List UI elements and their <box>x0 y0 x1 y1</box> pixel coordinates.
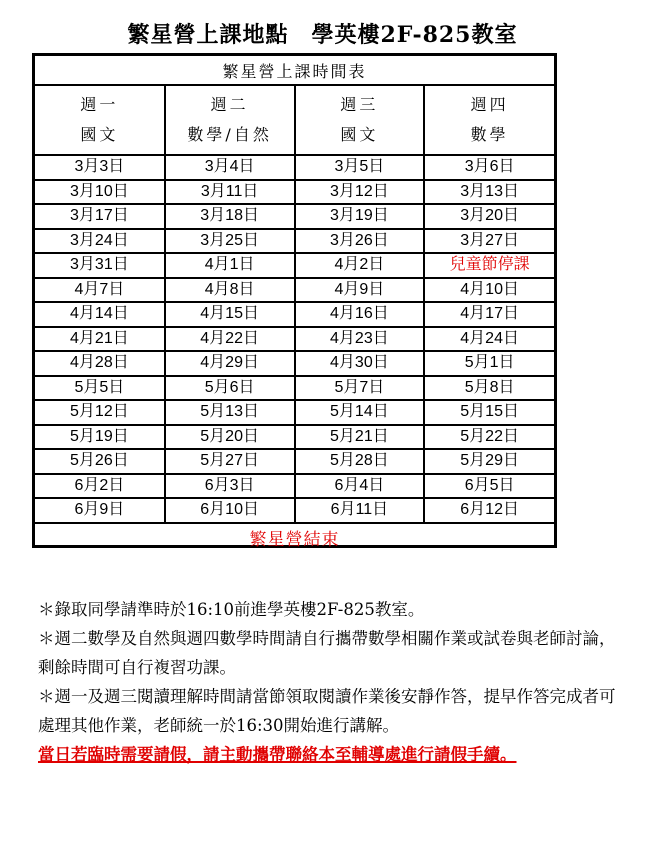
date-cell: 4月30日 <box>295 351 425 376</box>
date-cell: 5月6日 <box>165 376 295 401</box>
date-cell: 5月12日 <box>35 400 165 425</box>
note-item: ＊錄取同學請準時於16:10前進學英樓2F-825教室。 <box>38 600 425 619</box>
date-cell: 5月14日 <box>295 400 425 425</box>
date-cell: 6月3日 <box>165 474 295 499</box>
header-day: 週一 <box>80 95 119 114</box>
date-cell: 4月14日 <box>35 302 165 327</box>
date-cell: 4月16日 <box>295 302 425 327</box>
header-wednesday <box>295 85 425 155</box>
date-cell: 3月31日 <box>35 253 165 278</box>
date-cell: 3月6日 <box>424 155 554 180</box>
date-cell: 5月26日 <box>35 449 165 474</box>
date-cell: 4月2日 <box>295 253 425 278</box>
date-cell: 6月2日 <box>35 474 165 499</box>
date-cell: 3月26日 <box>295 229 425 254</box>
table-row <box>35 327 554 352</box>
date-cell: 5月1日 <box>424 351 554 376</box>
date-cell: 4月9日 <box>295 278 425 303</box>
camp-end-label: 繁星營結束 <box>35 523 554 551</box>
date-cell: 4月21日 <box>35 327 165 352</box>
table-row <box>35 376 554 401</box>
table-row <box>35 253 554 278</box>
table-row <box>35 449 554 474</box>
date-cell: 5月8日 <box>424 376 554 401</box>
table-header-row <box>35 85 554 155</box>
header-subject: 國文 <box>340 125 379 144</box>
date-cell: 4月23日 <box>295 327 425 352</box>
date-cell: 6月5日 <box>424 474 554 499</box>
date-cell: 3月5日 <box>295 155 425 180</box>
date-cell: 3月24日 <box>35 229 165 254</box>
table-row <box>35 351 554 376</box>
header-subject: 數學/自然 <box>187 125 272 144</box>
note-item: ＊週二數學及自然與週四數學時間請自行攜帶數學相關作業或試卷與老師討論，剩餘時間可自行複習功課。 <box>38 629 616 677</box>
header-day: 週二 <box>210 95 249 114</box>
date-cell: 5月13日 <box>165 400 295 425</box>
date-cell: 5月27日 <box>165 449 295 474</box>
table-caption-row <box>35 56 554 85</box>
header-tuesday <box>165 85 295 155</box>
header-subject: 國文 <box>80 125 119 144</box>
date-cell: 6月11日 <box>295 498 425 523</box>
date-cell: 3月17日 <box>35 204 165 229</box>
table-row <box>35 229 554 254</box>
table-row <box>35 155 554 180</box>
date-cell: 5月15日 <box>424 400 554 425</box>
date-cell: 5月28日 <box>295 449 425 474</box>
table-row <box>35 425 554 450</box>
date-cell: 6月12日 <box>424 498 554 523</box>
date-cell: 4月15日 <box>165 302 295 327</box>
date-cell: 4月29日 <box>165 351 295 376</box>
date-cell: 4月17日 <box>424 302 554 327</box>
header-day: 週四 <box>470 95 509 114</box>
note-item: ＊週一及週三閱讀理解時間請當節領取閱讀作業後安靜作答，提早作答完成者可處理其他作業，老師統一於16:30開始進行講解。 <box>38 687 616 735</box>
header-monday <box>35 85 165 155</box>
leave-warning: 當日若臨時需要請假，請主動攜帶聯絡本至輔導處進行請假手續。 <box>38 745 517 764</box>
date-cell: 3月12日 <box>295 180 425 205</box>
table-row <box>35 278 554 303</box>
date-cell: 5月20日 <box>165 425 295 450</box>
date-cell: 5月22日 <box>424 425 554 450</box>
date-cell: 6月9日 <box>35 498 165 523</box>
date-cell: 5月19日 <box>35 425 165 450</box>
date-cell: 4月24日 <box>424 327 554 352</box>
date-cell: 4月7日 <box>35 278 165 303</box>
header-subject: 數學 <box>470 125 509 144</box>
date-cell: 3月3日 <box>35 155 165 180</box>
date-cell: 4月8日 <box>165 278 295 303</box>
date-cell: 4月1日 <box>165 253 295 278</box>
date-cell: 4月10日 <box>424 278 554 303</box>
date-cell: 6月10日 <box>165 498 295 523</box>
table-row <box>35 498 554 523</box>
table-row <box>35 180 554 205</box>
date-cell: 5月5日 <box>35 376 165 401</box>
date-cell: 3月13日 <box>424 180 554 205</box>
date-cell: 3月27日 <box>424 229 554 254</box>
table-row <box>35 474 554 499</box>
page-title: 繁星營上課地點 學英樓2F-825教室 <box>127 22 518 48</box>
date-cell: 5月21日 <box>295 425 425 450</box>
table-end-row <box>35 523 554 551</box>
date-cell: 5月7日 <box>295 376 425 401</box>
date-cell: 5月29日 <box>424 449 554 474</box>
table-row <box>35 302 554 327</box>
date-cell: 6月4日 <box>295 474 425 499</box>
table-row <box>35 204 554 229</box>
schedule-table <box>32 53 557 548</box>
date-cell: 3月10日 <box>35 180 165 205</box>
header-day: 週三 <box>340 95 379 114</box>
header-thursday <box>424 85 554 155</box>
date-cell: 3月18日 <box>165 204 295 229</box>
date-cell: 4月22日 <box>165 327 295 352</box>
date-cell: 3月25日 <box>165 229 295 254</box>
date-cell: 3月19日 <box>295 204 425 229</box>
date-cell: 3月4日 <box>165 155 295 180</box>
notes-section <box>38 595 630 769</box>
table-caption: 繁星營上課時間表 <box>35 56 554 85</box>
table-row <box>35 400 554 425</box>
date-cell: 3月20日 <box>424 204 554 229</box>
holiday-cell: 兒童節停課 <box>424 253 554 278</box>
date-cell: 3月11日 <box>165 180 295 205</box>
date-cell: 4月28日 <box>35 351 165 376</box>
